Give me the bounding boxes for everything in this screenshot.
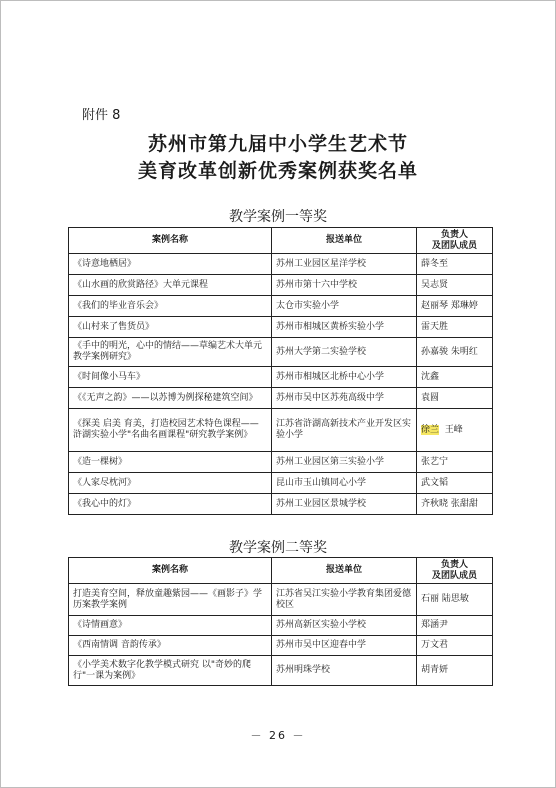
attachment-label: 附件 8 [82,108,121,123]
first-prize-table [68,227,493,515]
members-cell: 张艺宁 [417,452,493,473]
page-number: － 26 － [250,729,306,742]
case-name-cell: 《手中的明光，心中的情结——草编艺术大单元教学案例研究》 [69,338,272,367]
table-row [69,584,493,616]
table-row [69,473,493,494]
members-cell: 沈鑫 [417,367,493,388]
table-row [69,452,493,473]
case-name-cell: 打造美育空间，释放童趣紫园——《画影子》学历案教学案例 [69,584,272,616]
unit-cell: 苏州工业园区第三实验小学 [272,452,417,473]
unit-cell: 苏州工业园区星洋学校 [272,254,417,275]
case-name-cell: 《诗意地栖居》 [69,254,272,275]
document-title-line2: 美育改革创新优秀案例获奖名单 [137,160,418,182]
column-header-members-text: 负责人 及团队成员 [431,559,477,581]
case-name-cell: 《小学美术数字化教学模式研究 以"奇妙的爬行"一课为案例》 [69,656,272,686]
case-name-cell: 《山水画的欣赏路径》大单元课程 [69,275,272,296]
column-header-case-name: 案例名称 [69,228,272,254]
members-cell: 郑涵尹 [417,616,493,636]
case-name-cell: 《西南情调 音韵传承》 [69,636,272,656]
members-cell [417,409,493,452]
case-name-cell: 《人家尽枕河》 [69,473,272,494]
members-cell: 齐秋晓 张甜甜 [417,494,493,515]
table-row [69,409,493,452]
member-name: 王峰 [444,424,463,435]
table-row [69,275,493,296]
members-cell: 孙嘉骏 朱明红 [417,338,493,367]
unit-cell: 苏州市相城区黄桥实验小学 [272,317,417,338]
table-row [69,296,493,317]
column-header-unit: 报送单位 [272,558,417,584]
table-row [69,494,493,515]
highlighted-member: 徐兰 [421,424,440,435]
unit-cell: 江苏省吴江实验小学教育集团爱德校区 [272,584,417,616]
column-header-case-name: 案例名称 [69,558,272,584]
unit-cell: 苏州明珠学校 [272,656,417,686]
unit-cell: 苏州市第十六中学校 [272,275,417,296]
column-header-members-text: 负责人 及团队成员 [431,229,477,251]
case-name-cell: 《探美 启美 育美，打造校园艺术特色课程——浒湖实验小学"名曲名画课程"研究教学案例》 [69,409,272,452]
table-header-row [69,558,493,584]
table-row [69,254,493,275]
table-row [69,317,493,338]
table-row [69,388,493,409]
case-name-cell: 《诗情画意》 [69,616,272,636]
table-row [69,367,493,388]
section-title-second-prize: 教学案例二等奖 [229,540,327,556]
table-row [69,616,493,636]
unit-cell: 苏州高新区实验小学校 [272,616,417,636]
unit-cell: 江苏省浒湖高新技术产业开发区实验小学 [272,409,417,452]
column-header-members [417,558,493,584]
table-row [69,636,493,656]
section-title-first-prize: 教学案例一等奖 [229,209,327,225]
table-row [69,338,493,367]
unit-cell: 太仓市实验小学 [272,296,417,317]
members-cell: 吴志贤 [417,275,493,296]
table-header-row [69,228,493,254]
unit-cell: 苏州市吴中区迎春中学 [272,636,417,656]
members-cell: 袁圆 [417,388,493,409]
document-title-line1: 苏州市第九届中小学生艺术节 [147,133,408,155]
table-row [69,656,493,686]
unit-cell: 昆山市玉山镇同心小学 [272,473,417,494]
case-name-cell: 《造一棵树》 [69,452,272,473]
unit-cell: 苏州大学第二实验学校 [272,338,417,367]
unit-cell: 苏州市吴中区苏苑高级中学 [272,388,417,409]
case-name-cell: 《时间像小马车》 [69,367,272,388]
members-cell: 万文君 [417,636,493,656]
case-name-cell: 《山村来了售货员》 [69,317,272,338]
unit-cell: 苏州工业园区景城学校 [272,494,417,515]
unit-cell: 苏州市相城区北桥中心小学 [272,367,417,388]
members-cell: 武文韬 [417,473,493,494]
case-name-cell: 《我们的毕业音乐会》 [69,296,272,317]
second-prize-table [68,557,493,686]
members-cell: 石丽 陆思敏 [417,584,493,616]
members-cell: 赵丽琴 郑琳婷 [417,296,493,317]
column-header-members [417,228,493,254]
case-name-cell: 《《无声之韵》——以苏博为例探秘建筑空间》 [69,388,272,409]
members-cell: 胡青妍 [417,656,493,686]
members-cell: 薛冬至 [417,254,493,275]
column-header-unit: 报送单位 [272,228,417,254]
members-cell: 雷天胜 [417,317,493,338]
case-name-cell: 《我心中的灯》 [69,494,272,515]
